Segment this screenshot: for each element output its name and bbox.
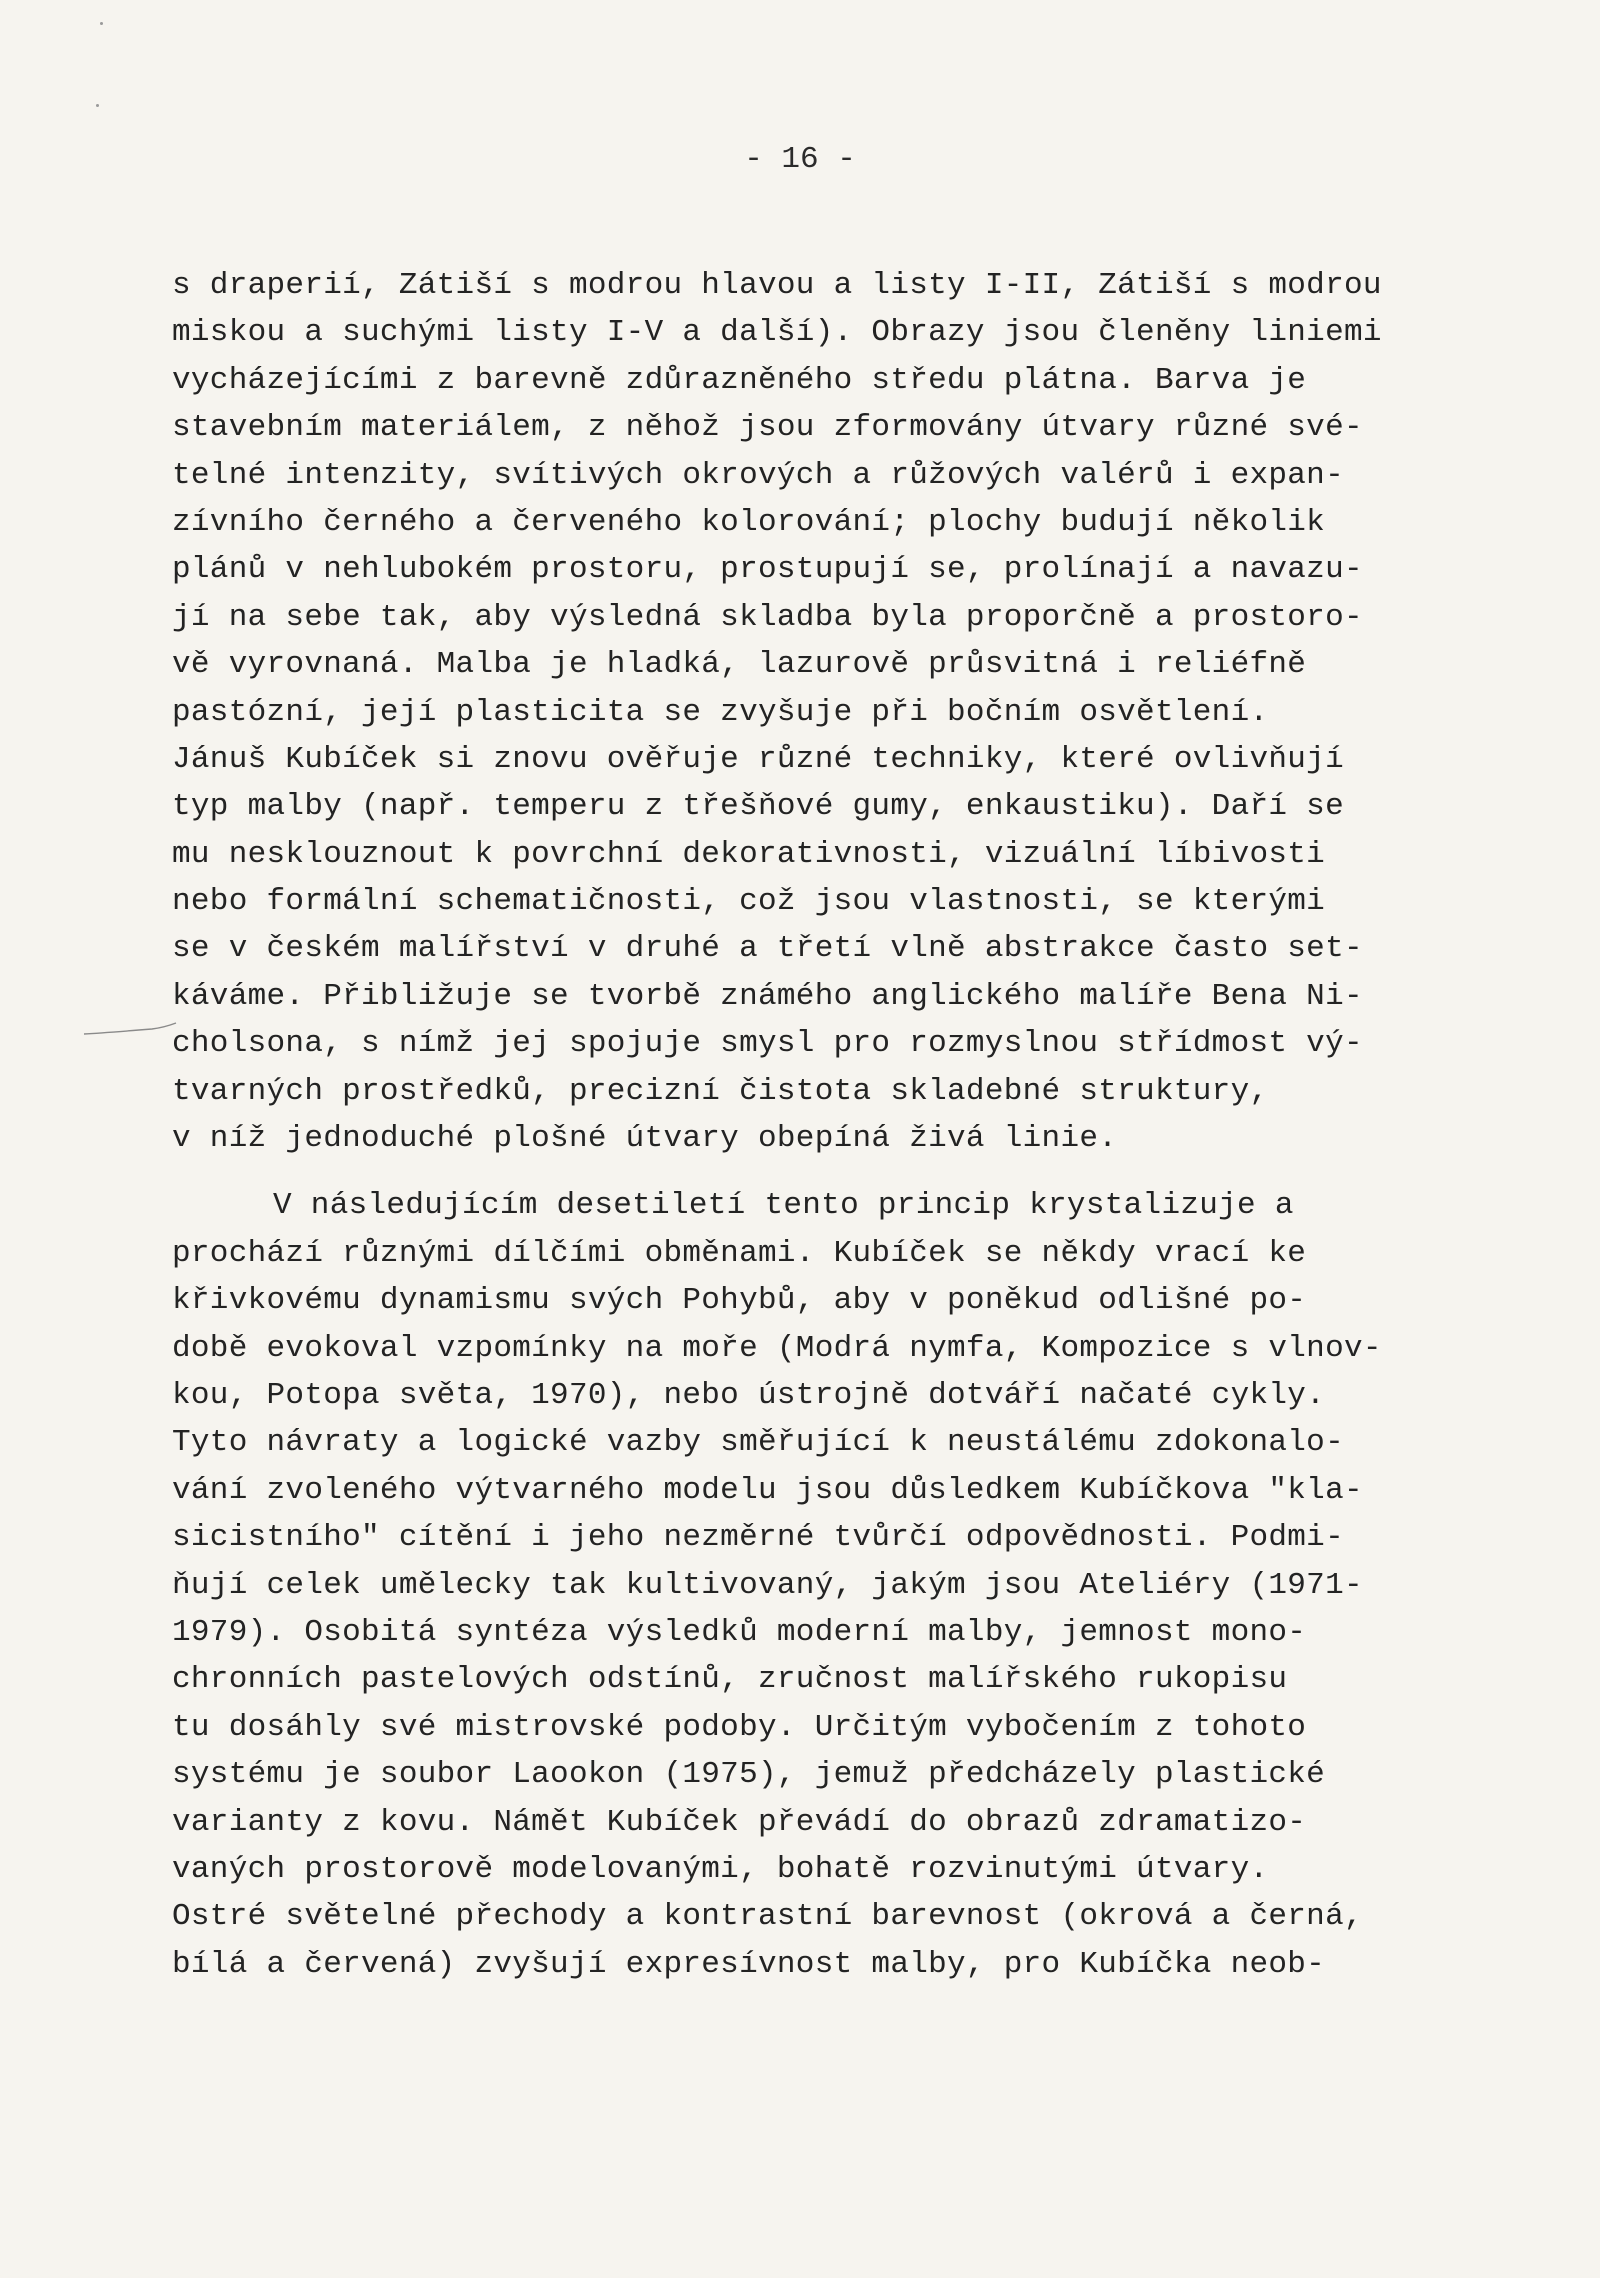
text-line: Ostré světelné přechody a kontrastní barevnost (okrová a černá, (172, 1899, 1363, 1935)
text-line: nebo formální schematičnosti, což jsou vlastnosti, se kterými (172, 884, 1326, 920)
text-line: vycházejícími z barevně zdůrazněného středu plátna. Barva je (172, 362, 1307, 398)
pencil-margin-mark (82, 1022, 182, 1042)
text-line: tvarných prostředků, precizní čistota skladebné struktury, (172, 1073, 1269, 1109)
text-line: Jánuš Kubíček si znovu ověřuje různé techniky, které ovlivňují (172, 741, 1344, 777)
text-line: káváme. Přibližuje se tvorbě známého anglického malíře Bena Ni- (172, 978, 1363, 1014)
text-line: vě vyrovnaná. Malba je hladká, lazurově průsvitná i reliéfně (172, 647, 1307, 683)
text-line: v níž jednoduché plošné útvary obepíná živá linie. (172, 1121, 1118, 1157)
text-line: vaných prostorově modelovanými, bohatě rozvinutými útvary. (172, 1851, 1269, 1887)
text-line: kou, Potopa světa, 1970), nebo ústrojně dotváří načaté cykly. (172, 1377, 1326, 1413)
text-line: telné intenzity, svítivých okrových a růžových valérů i expan- (172, 457, 1344, 493)
text-line: chronních pastelových odstínů, zručnost malířského rukopisu (172, 1662, 1288, 1698)
paper-speck (96, 104, 99, 107)
text-line: Tyto návraty a logické vazby směřující k neustálému zdokonalo- (172, 1425, 1344, 1461)
page-number: - 16 - (744, 142, 856, 177)
text-line: křivkovému dynamismu svých Pohybů, aby v poněkud odlišné po- (172, 1283, 1307, 1319)
text-line: pastózní, její plasticita se zvyšuje při bočním osvětlení. (172, 694, 1269, 730)
text-line: cholsona, s nímž jej spojuje smysl pro rozmyslnou střídmost vý- (172, 1026, 1363, 1062)
text-line: ňují celek umělecky tak kultivovaný, jakým jsou Ateliéry (1971- (172, 1567, 1363, 1603)
text-line: době evokoval vzpomínky na moře (Modrá nymfa, Kompozice s vlnov- (172, 1330, 1382, 1366)
paragraph-1 (172, 262, 1512, 1162)
paper-speck (100, 22, 103, 25)
text-line: sicistního" cítění i jeho nezměrné tvůrčí odpovědnosti. Podmi- (172, 1520, 1344, 1556)
text-line: mu nesklouznout k povrchní dekorativnosti, vizuální líbivosti (172, 836, 1326, 872)
text-line: jí na sebe tak, aby výsledná skladba byla proporčně a prostoro- (172, 599, 1363, 635)
text-line: zívního černého a červeného kolorování; plochy budují několik (172, 504, 1326, 540)
text-line: miskou a suchými listy I-V a další). Obrazy jsou členěny liniemi (172, 315, 1382, 351)
text-line: vání zvoleného výtvarného modelu jsou důsledkem Kubíčkova "kla- (172, 1472, 1363, 1508)
text-line: s draperií, Zátiší s modrou hlavou a listy I-II, Zátiší s modrou (172, 268, 1382, 303)
text-line: bílá a červená) zvyšují expresívnost malby, pro Kubíčka neob- (172, 1946, 1326, 1982)
text-line: tu dosáhly své mistrovské podoby. Určitým vybočením z tohoto (172, 1709, 1307, 1745)
text-line: typ malby (např. temperu z třešňové gumy, enkaustiku). Daří se (172, 789, 1344, 825)
text-line: varianty z kovu. Námět Kubíček převádí do obrazů zdramatizo- (172, 1804, 1307, 1840)
text-line: stavebním materiálem, z něhož jsou zformovány útvary různé své- (172, 410, 1363, 446)
text-line: V následujícím desetiletí tento princip krystalizuje a (273, 1188, 1294, 1224)
text-line: systému je soubor Laookon (1975), jemuž předcházely plastické (172, 1757, 1326, 1793)
text-line: se v českém malířství v druhé a třetí vlně abstrakce často set- (172, 931, 1363, 967)
text-line: 1979). Osobitá syntéza výsledků moderní malby, jemnost mono- (172, 1614, 1307, 1650)
body-text (172, 262, 1512, 1988)
text-line: plánů v nehlubokém prostoru, prostupují se, prolínají a navazu- (172, 552, 1363, 588)
paragraph-2 (172, 1182, 1512, 1988)
text-line: prochází různými dílčími obměnami. Kubíček se někdy vrací ke (172, 1235, 1307, 1271)
paragraph-gap (172, 1162, 1512, 1182)
